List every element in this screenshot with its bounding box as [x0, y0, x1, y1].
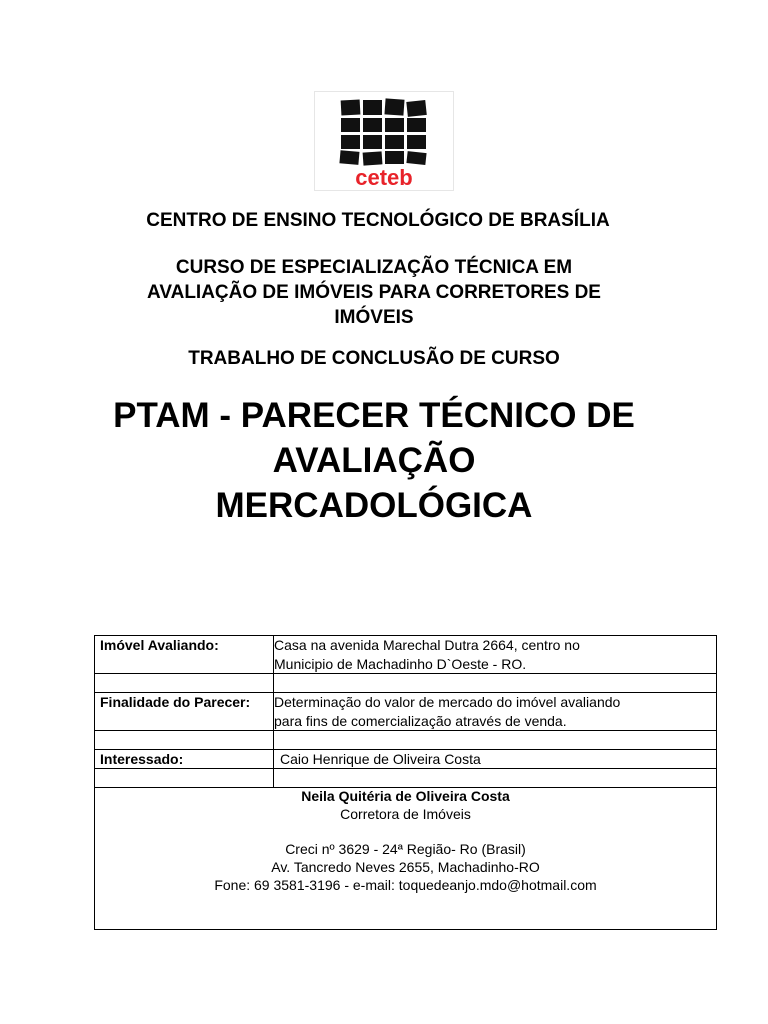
- table-row-interested: [95, 750, 716, 769]
- broker-role: Corretora de Imóveis: [340, 806, 471, 822]
- ceteb-logo: [314, 91, 454, 191]
- broker-contact: Fone: 69 3581-3196 - e-mail: toquedeanjo.mdo@hotmail.com: [214, 877, 597, 893]
- course-line: IMÓVEIS: [334, 307, 414, 328]
- ceteb-logo-mark: [315, 92, 453, 190]
- spacer-cell: [95, 674, 274, 692]
- table-row-spacer: [95, 769, 716, 788]
- value-line: Determinação do valor de mercado do imóvel avaliando: [274, 694, 621, 710]
- course-line: CURSO DE ESPECIALIZAÇÃO TÉCNICA EM: [175, 257, 573, 278]
- title-line: AVALIAÇÃO: [272, 441, 476, 480]
- value-line: para fins de comercialização através de venda.: [274, 713, 567, 729]
- table-row-spacer: [95, 674, 716, 693]
- broker-address: Av. Tancredo Neves 2655, Machadinho-RO: [271, 859, 540, 875]
- purpose-value: [274, 693, 716, 730]
- document-title: [0, 393, 758, 528]
- broker-creci: Creci nº 3629 - 24ª Região- Ro (Brasil): [285, 841, 526, 857]
- purpose-label: Finalidade do Parecer:: [95, 693, 274, 730]
- table-row-spacer: [95, 731, 716, 750]
- interested-label: Interessado:: [95, 750, 274, 768]
- broker-signature-block: [95, 787, 716, 894]
- title-line: MERCADOLÓGICA: [215, 486, 533, 525]
- property-value: [274, 636, 716, 673]
- document-subtitle: TRABALHO DE CONCLUSÃO DE CURSO: [188, 348, 560, 369]
- course-name: [0, 255, 758, 330]
- course-line: AVALIAÇÃO DE IMÓVEIS PARA CORRETORES DE: [147, 282, 601, 303]
- broker-name: Neila Quitéria de Oliveira Costa: [301, 788, 510, 804]
- interested-value: Caio Henrique de Oliveira Costa: [280, 751, 481, 767]
- spacer-cell: [95, 731, 274, 749]
- spacer-cell: [95, 769, 274, 787]
- value-line: Municipio de Machadinho D`Oeste - RO.: [274, 656, 527, 672]
- info-table: [94, 635, 717, 930]
- logo-text: ceteb: [355, 165, 413, 190]
- title-line: PTAM - PARECER TÉCNICO DE: [113, 396, 635, 435]
- property-label: Imóvel Avaliando:: [95, 636, 274, 673]
- institution-name: CENTRO DE ENSINO TECNOLÓGICO DE BRASÍLIA: [146, 210, 610, 231]
- value-line: Casa na avenida Marechal Dutra 2664, centro no: [274, 637, 580, 653]
- table-row-property: [95, 636, 716, 674]
- table-row-purpose: [95, 693, 716, 731]
